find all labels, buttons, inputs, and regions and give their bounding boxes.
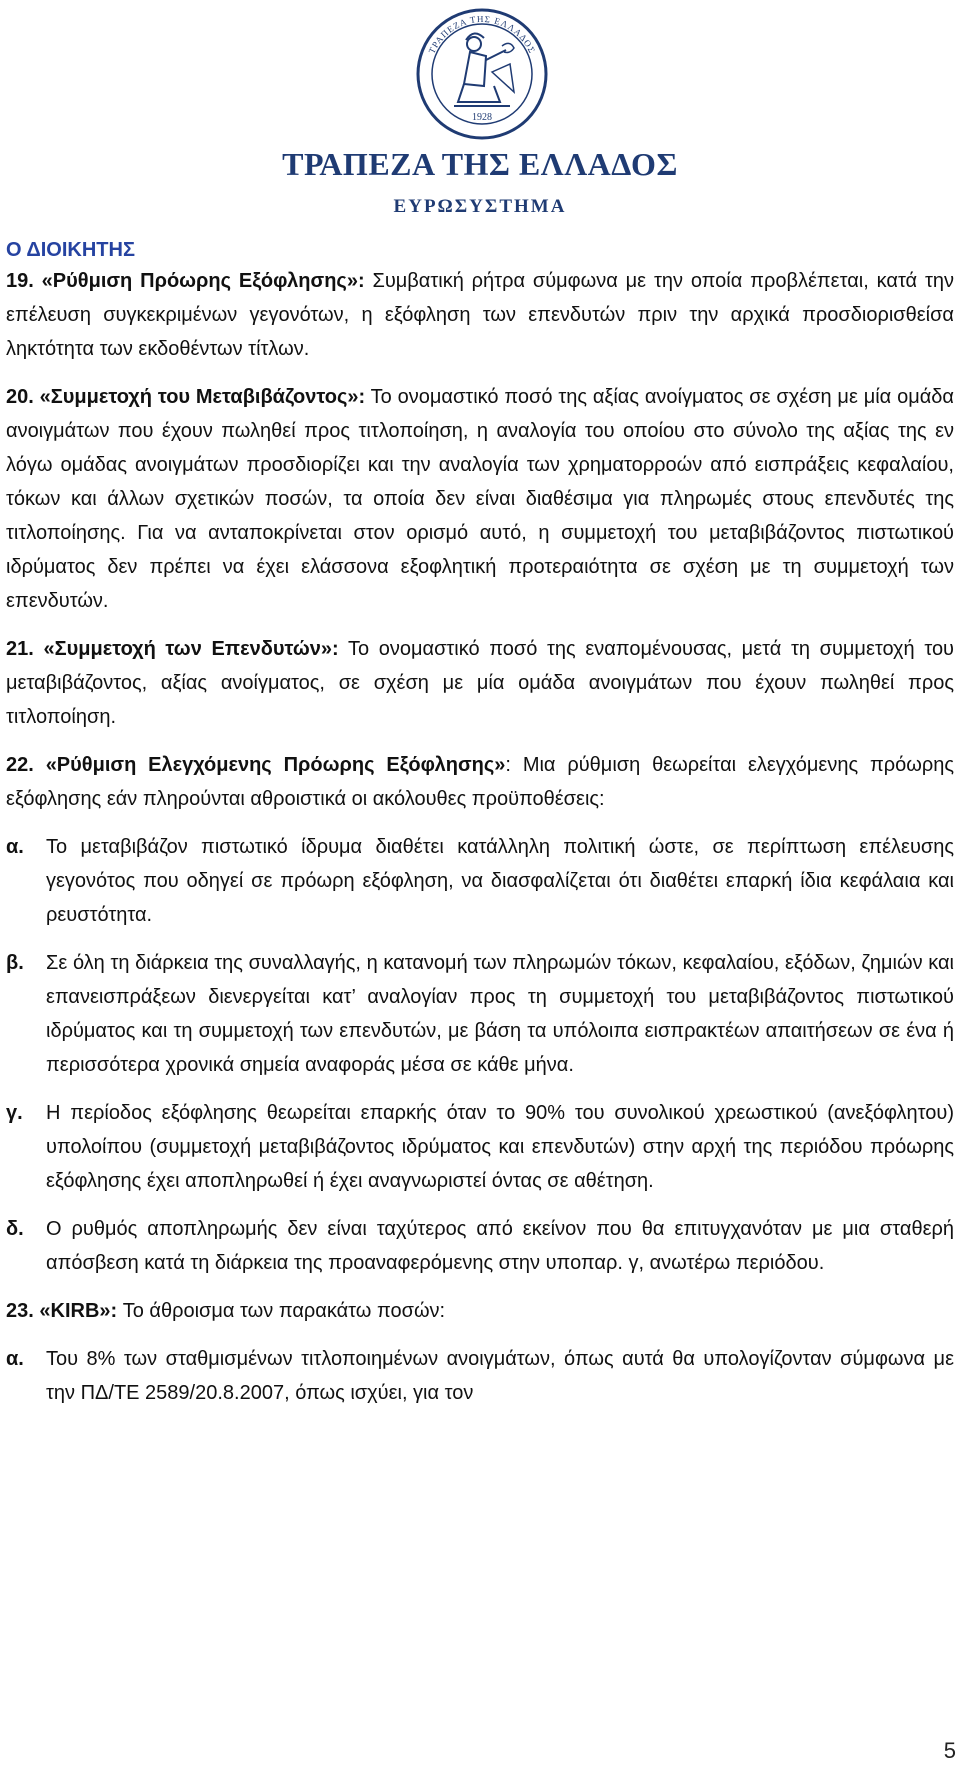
seal-ring-text: ΤΡΑΠΕΖΑ ΤΗΣ ΕΛΛΑΔΟΣ: [426, 13, 538, 56]
list-item: [6, 1096, 954, 1198]
list-marker: γ.: [6, 1102, 23, 1124]
definition-text: Το ονομαστικό ποσό της αξίας ανοίγματος σε σχέση με μία ομάδα ανοιγμάτων που έχουν πωληθεί προς τιτλοποίηση, η αναλογία του οποίου στο σύνολο της αξίας της εν λόγω ομάδας ανοιγμάτων προσδιορίζει και την αναλογία των χρηματορροών από εισπράξεις κεφαλαίου, τόκων και άλλων σχετικών ποσών, τα οποία δεν είναι διαθέσιμα για πληρωμές στους επενδυτές της τιτλοποίησης. Για να ανταποκρίνεται στον ορισμό αυτό, η συμμετοχή του μεταβιβάζοντος πιστωτικού ιδρύματος δεν πρέπει να έχει ελάσσονα εξοφλητική προτεραιότητα σε σχέση με τη συμμετοχή των επενδυτών.: [6, 386, 954, 612]
definition-term: «Ρύθμιση Ελεγχόμενης Πρόωρης Εξόφλησης»: [45, 754, 506, 776]
definition-number: 20.: [6, 386, 34, 408]
definition-22: [6, 748, 954, 816]
bank-name: ΤΡΑΠΕΖΑ ΤΗΣ ΕΛΛΑΔΟΣ: [282, 146, 678, 182]
bank-seal-icon: [414, 6, 550, 142]
definition-19: [6, 264, 954, 366]
list-marker: α.: [6, 836, 24, 858]
definition-text: Το άθροισμα των παρακάτω ποσών:: [117, 1300, 446, 1322]
svg-text:ΤΡΑΠΕΖΑ ΤΗΣ ΕΛΛΑΔΟΣ: [427, 14, 538, 55]
page-number: 5: [943, 1738, 956, 1763]
definition-number: 22.: [6, 754, 34, 776]
definition-number: 21.: [6, 638, 34, 660]
list-marker: β.: [6, 952, 24, 974]
document-body: [6, 264, 954, 1424]
list-item: [6, 830, 954, 932]
definition-text: Συμβατική ρήτρα σύμφωνα με την οποία προβλέπεται, κατά την επέλευση συγκεκριμένων γεγονότων, η εξόφληση των επενδυτών πριν την αρχικά προσδιορισθείσα ληκτότητα των εκδοθέντων τίτλων.: [6, 270, 954, 360]
list-item-text: Σε όλη τη διάρκεια της συναλλαγής, η κατανομή των πληρωμών τόκων, κεφαλαίου, εξόδων, ζημιών και επανεισπράξεων διενεργείται κατ’ αναλογίαν προς τη συμμετοχή του μεταβιβάζοντος πιστωτικού ιδρύματος και τη συμμετοχή των επενδυτών, με βάση τα υπόλοιπα εισπρακτέων απαιτήσεων σε ένα ή περισσότερα χρονικά σημεία αναφοράς μέσα σε κάθε μήνα.: [46, 952, 954, 1076]
seal-year: 1928: [472, 112, 492, 123]
definition-term: «Συμμετοχή του Μεταβιβάζοντος»:: [39, 386, 366, 408]
definition-term: «Ρύθμιση Πρόωρης Εξόφλησης»:: [41, 270, 365, 292]
definition-number: 23.: [6, 1300, 34, 1322]
definition-text: Το ονομαστικό ποσό της εναπομένουσας, μετά τη συμμετοχή του μεταβιβάζοντος, αξίας ανοίγματος, σε σχέση με μία ομάδα ανοιγμάτων που έχουν πωληθεί προς τιτλοποίηση.: [6, 638, 954, 728]
list-item-text: Το μεταβιβάζον πιστωτικό ίδρυμα διαθέτει κατάλληλη πολιτική ώστε, σε περίπτωση επέλευσης γεγονότος που οδηγεί σε πρόωρη εξόφληση, να διασφαλίζεται ότι διαθέτει επαρκή ίδια κεφάλαια και ρευστότητα.: [46, 836, 954, 926]
list-item: [6, 946, 954, 1082]
list-item-text: Του 8% των σταθμισμένων τιτλοποιημένων ανοιγμάτων, όπως αυτά θα υπολογίζονταν σύμφωνα με την ΠΔ/ΤΕ 2589/20.8.2007, όπως ισχύει, για τον: [46, 1348, 954, 1404]
list-item-text: Ο ρυθμός αποπληρωμής δεν είναι ταχύτερος από εκείνον που θα επιτυγχανόταν με μια σταθερή απόσβεση κατά τη διάρκεια της προαναφερόμενης στην υποπαρ. γ, ανωτέρω περιόδου.: [46, 1218, 954, 1274]
definition-23: [6, 1294, 954, 1328]
list-item: [6, 1212, 954, 1280]
list-item: [6, 1342, 954, 1410]
definition-21: [6, 632, 954, 734]
list-marker: α.: [6, 1348, 24, 1370]
definition-20: [6, 380, 954, 618]
definition-term: «KIRB»:: [39, 1300, 118, 1322]
definition-term: «Συμμετοχή των Επενδυτών»:: [43, 638, 339, 660]
definition-text: : Μια ρύθμιση θεωρείται ελεγχόμενης πρόωρης εξόφλησης εάν πληρούνται αθροιστικά οι ακόλουθες προϋποθέσεις:: [6, 754, 955, 810]
bank-subtitle: ΕΥΡΩΣΥΣΤΗΜΑ: [393, 196, 567, 217]
letterhead: [0, 0, 960, 225]
governor-label: Ο ΔΙΟΙΚΗΤΗΣ: [6, 239, 135, 261]
definition-number: 19.: [6, 270, 34, 292]
list-item-text: Η περίοδος εξόφλησης θεωρείται επαρκής όταν το 90% του συνολικού χρεωστικού (ανεξόφλητου) υπολοίπου (συμμετοχή μεταβιβάζοντος ιδρύματος και επενδυτών) στην αρχή της περιόδου πρόωρης εξόφλησης έχει αποπληρωθεί ή έχει αναγνωριστεί όντας σε αθέτηση.: [46, 1102, 954, 1192]
list-marker: δ.: [6, 1218, 24, 1240]
